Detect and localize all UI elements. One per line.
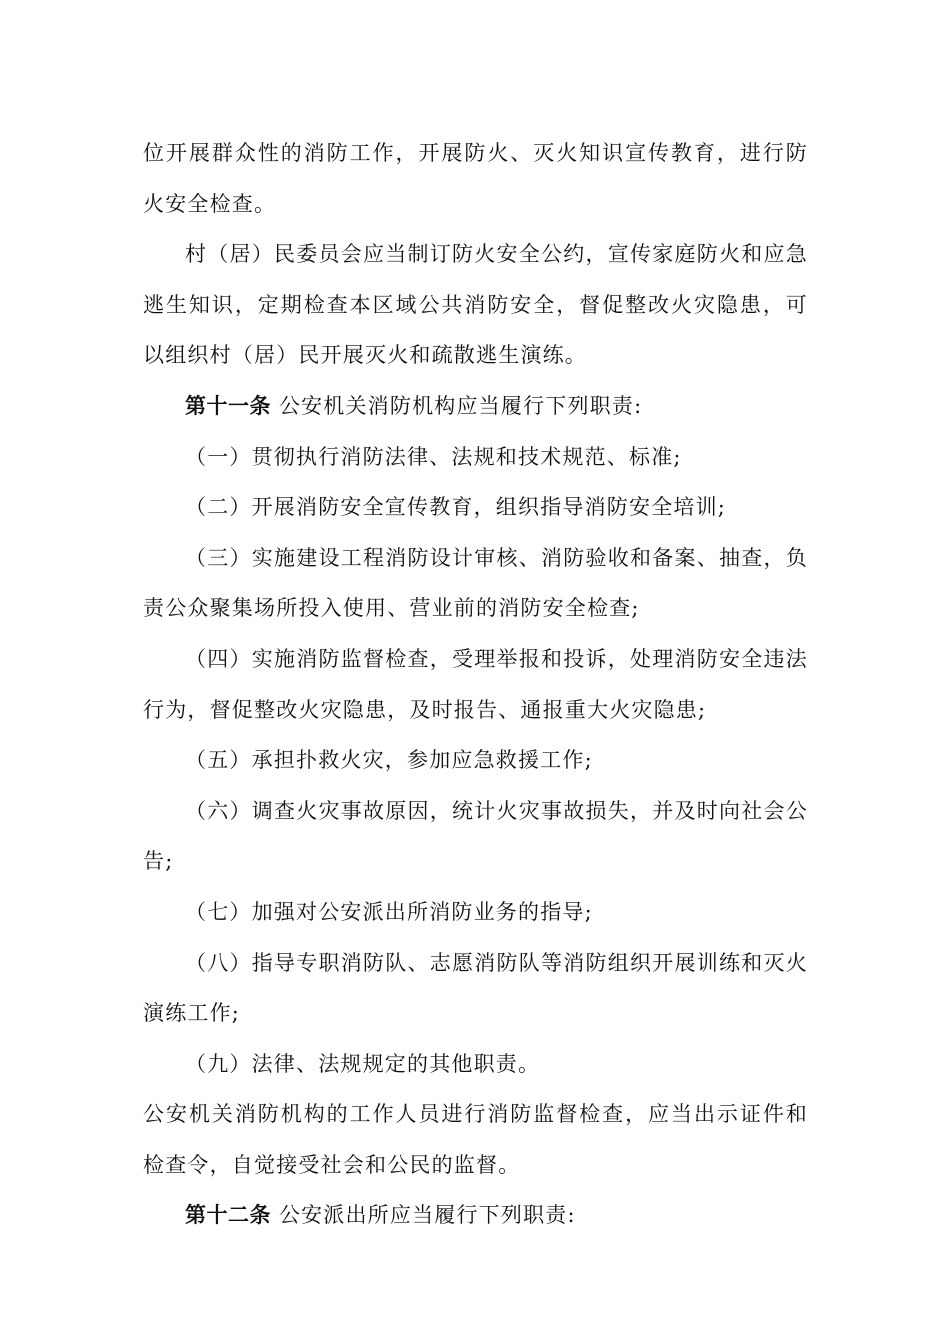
list-item-4: （四）实施消防监督检查，受理举报和投诉，处理消防安全违法行为，督促整改火灾隐患，及时报告、通报重大火灾隐患; (143, 646, 808, 722)
paragraph-2: 村（居）民委员会应当制订防火安全公约，宣传家庭防火和应急逃生知识，定期检查本区域公共消防安全，督促整改火灾隐患，可以组织村（居）民开展灭火和疏散逃生演练。 (143, 242, 808, 368)
list-item-9: （九）法律、法规规定的其他职责。 (185, 1051, 541, 1076)
article-12-heading: 第十二条 公安派出所应当履行下列职责: (185, 1202, 576, 1228)
document-body (143, 128, 808, 1241)
article-11-heading: 第十一条 公安机关消防机构应当履行下列职责: (185, 392, 643, 418)
list-item-7: （七）加强对公安派出所消防业务的指导; (185, 899, 593, 924)
paragraph-officers: 公安机关消防机构的工作人员进行消防监督检查，应当出示证件和检查令，自觉接受社会和公民的监督。 (143, 1102, 808, 1177)
article-number: 第十一条 (185, 392, 271, 418)
article-number: 第十二条 (185, 1202, 271, 1228)
paragraph-1: 位开展群众性的消防工作，开展防火、灭火知识宣传教育，进行防火安全检查。 (143, 141, 808, 216)
list-item-8: （八）指导专职消防队、志愿消防队等消防组织开展训练和灭火演练工作; (143, 950, 808, 1026)
list-item-5: （五）承担扑救火灾，参加应急救援工作; (185, 748, 593, 773)
list-item-6: （六）调查火灾事故原因，统计火灾事故损失，并及时向社会公告; (143, 798, 808, 874)
list-item-1: （一）贯彻执行消防法律、法规和技术规范、标准; (185, 444, 682, 469)
list-item-3: （三）实施建设工程消防设计审核、消防验收和备案、抽查，负责公众聚集场所投入使用、营业前的消防安全检查; (143, 545, 808, 621)
list-item-2: （二）开展消防安全宣传教育，组织指导消防安全培训; (185, 495, 727, 520)
